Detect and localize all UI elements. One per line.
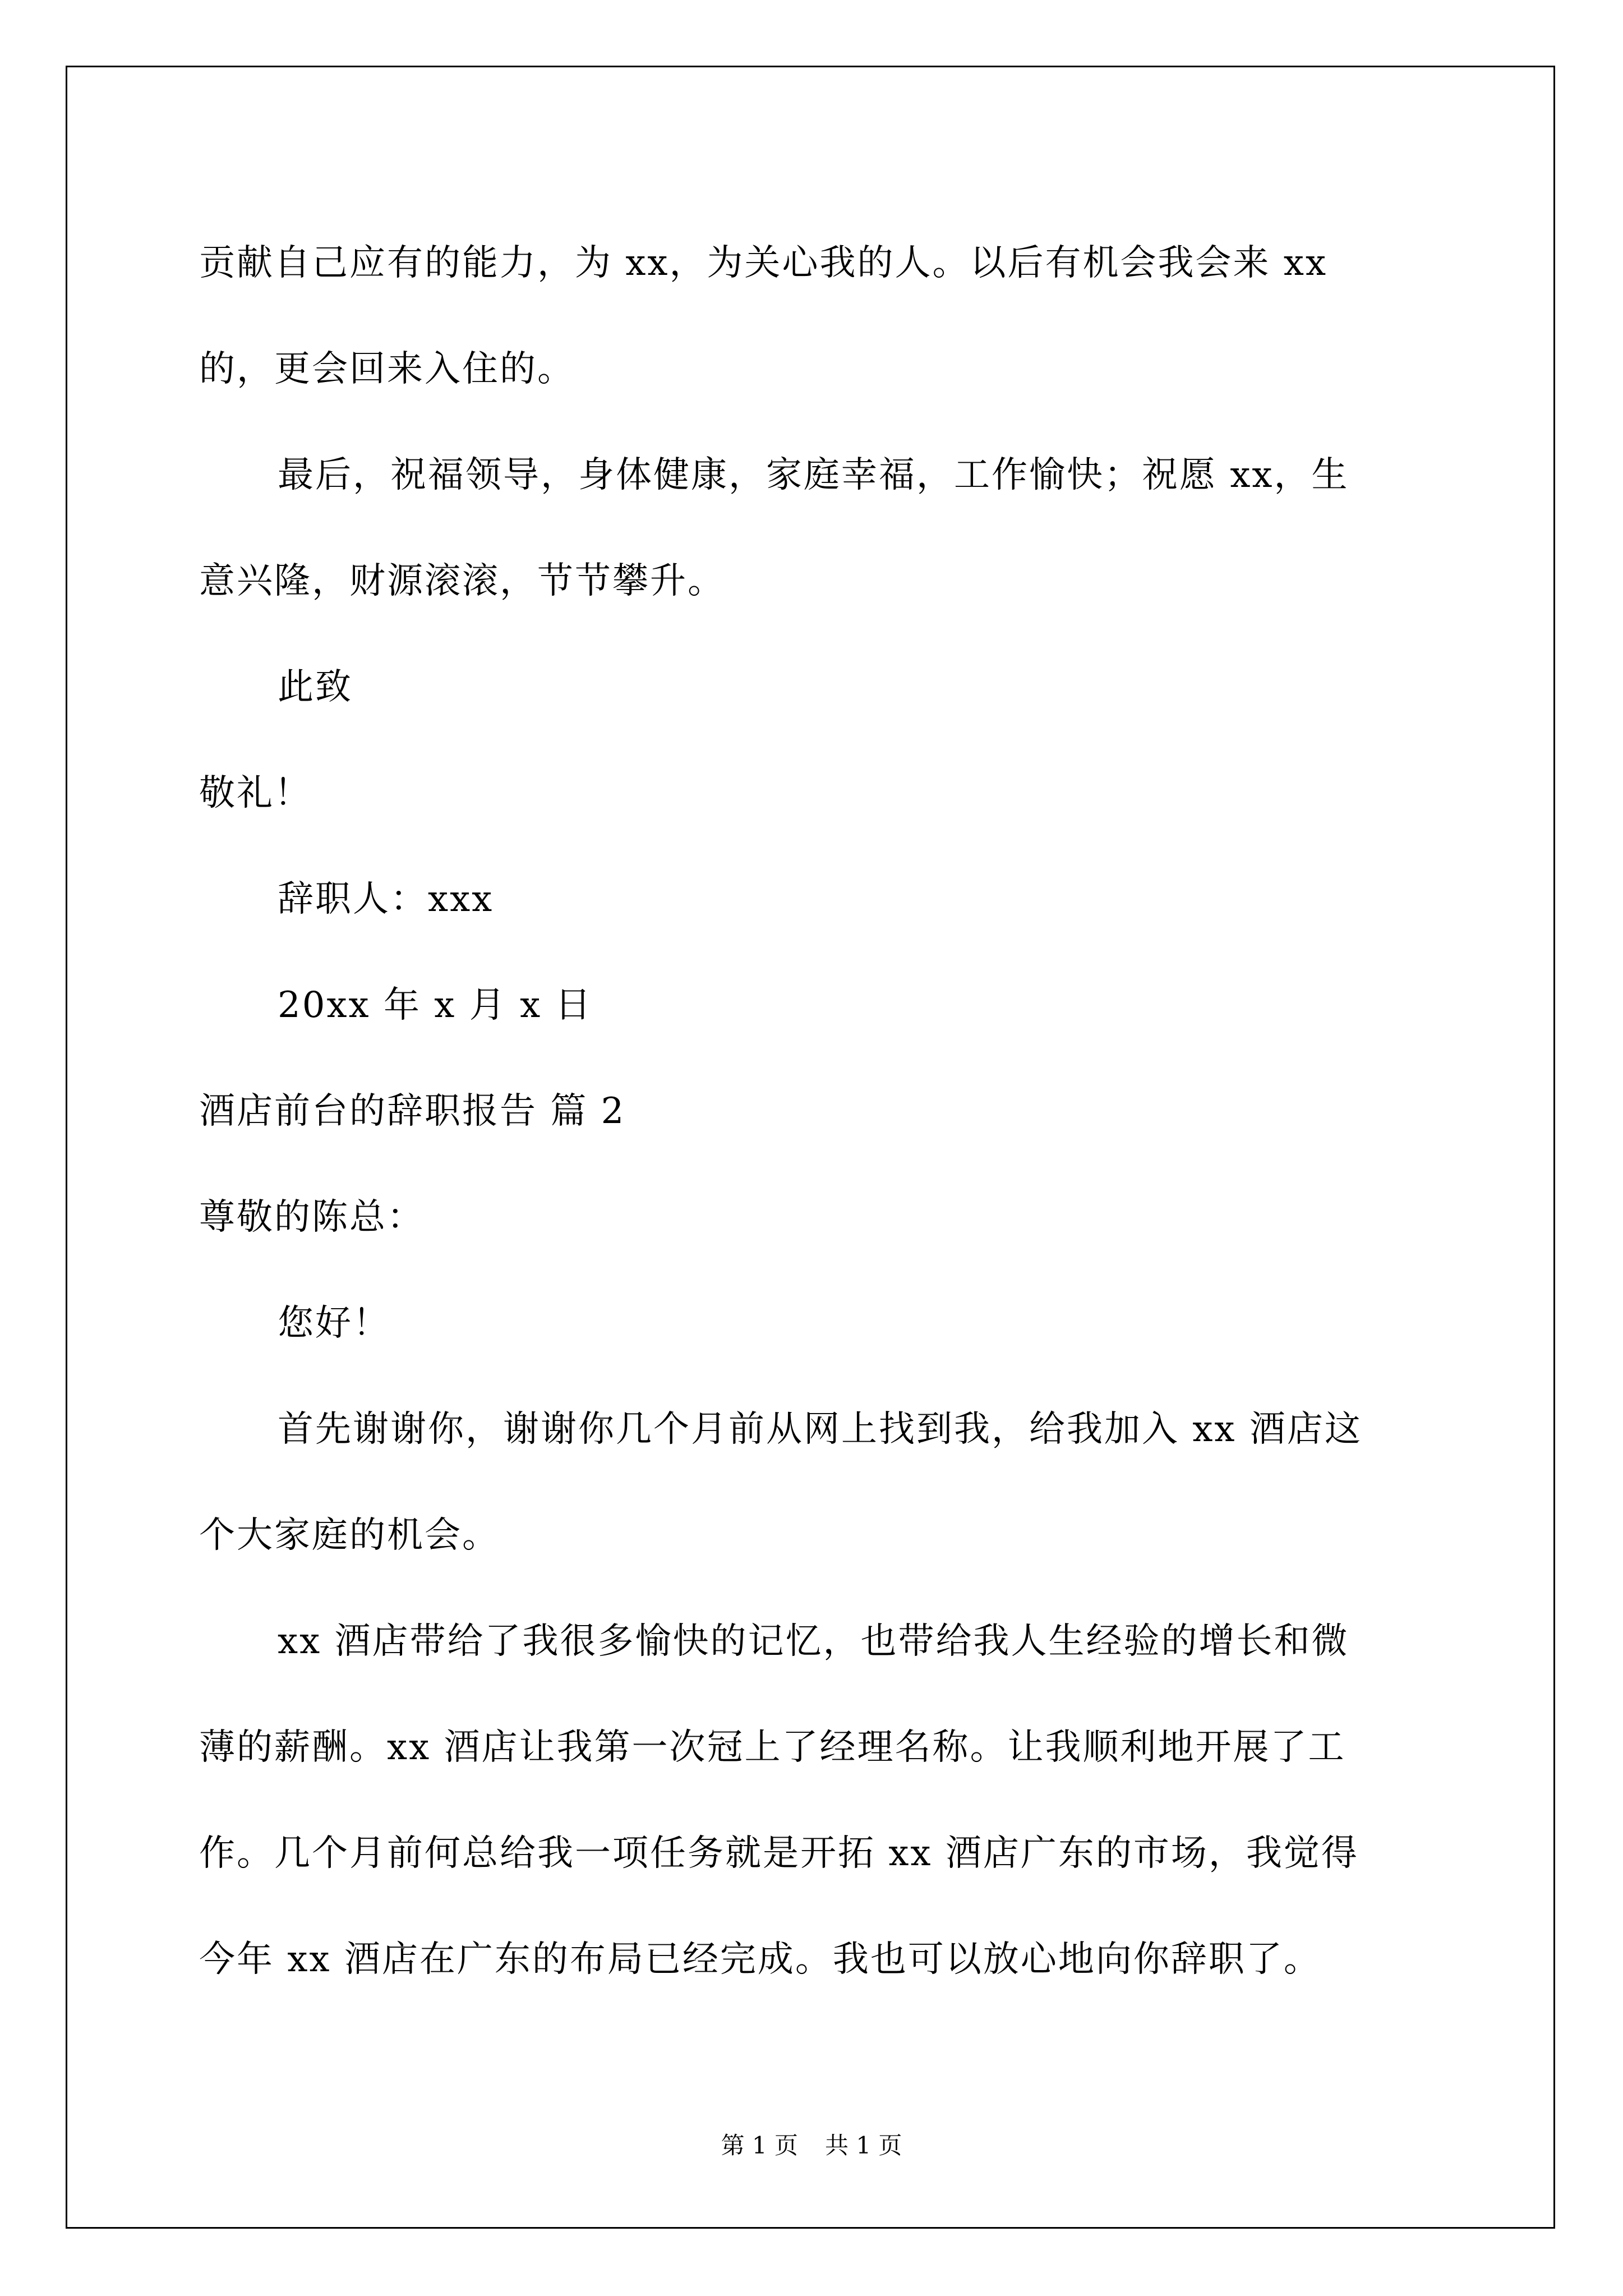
closing-salutation: 此致 xyxy=(278,666,353,708)
text-line-1: 贡献自己应有的能力，为 xx，为关心我的人。以后有机会我会来 xx xyxy=(199,242,1328,284)
text-line-12: 首先谢谢你，谢谢你几个月前从网上找到我，给我加入 xx 酒店这 xyxy=(278,1409,1362,1450)
text-line-15: 薄的薪酬。xx 酒店让我第一次冠上了经理名称。让我顺利地开展了工 xyxy=(199,1727,1346,1768)
hello-line: 您好！ xyxy=(278,1303,390,1344)
greeting-line: 尊敬的陈总： xyxy=(199,1197,425,1238)
document-body xyxy=(199,210,1433,2013)
text-line-13: 个大家庭的机会。 xyxy=(199,1515,500,1556)
date-line: 20xx 年 x 月 x 日 xyxy=(278,984,593,1026)
text-line-4: 意兴隆，财源滚滚，节节攀升。 xyxy=(199,560,725,602)
text-line-2: 的，更会回来入住的。 xyxy=(199,348,575,390)
text-line-16: 作。几个月前何总给我一项任务就是开拓 xx 酒店广东的市场，我觉得 xyxy=(199,1833,1359,1874)
closing-regards: 敬礼！ xyxy=(199,772,312,814)
section-heading: 酒店前台的辞职报告 篇 2 xyxy=(199,1091,626,1132)
text-line-14: xx 酒店带给了我很多愉快的记忆，也带给我人生经验的增长和微 xyxy=(278,1621,1349,1662)
text-line-3: 最后，祝福领导，身体健康，家庭幸福，工作愉快；祝愿 xx，生 xyxy=(278,454,1349,496)
page-footer xyxy=(0,2127,1623,2161)
page-total: 共 1 页 xyxy=(825,2132,902,2159)
signature-line: 辞职人：xxx xyxy=(278,878,494,920)
text-line-17: 今年 xx 酒店在广东的布局已经完成。我也可以放心地向你辞职了。 xyxy=(199,1939,1321,1980)
page-number: 第 1 页 xyxy=(721,2132,798,2159)
